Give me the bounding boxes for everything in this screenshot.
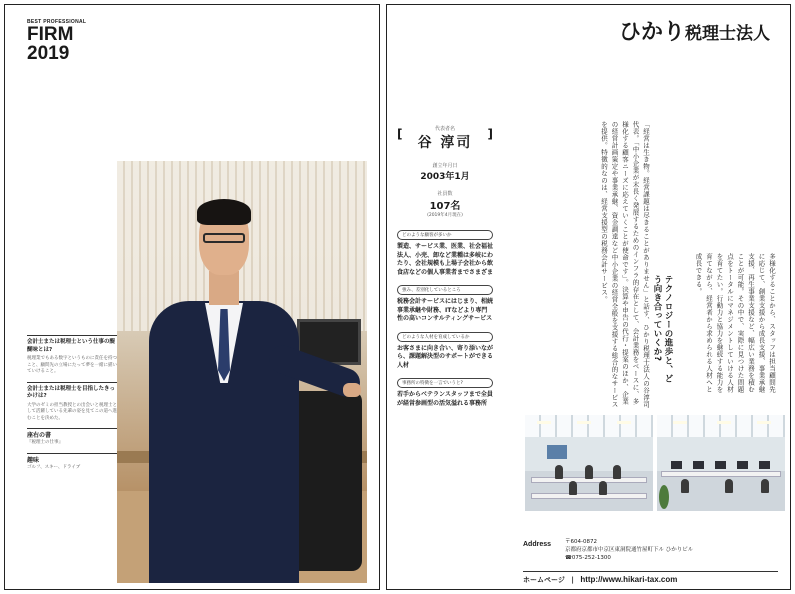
- qa-question: どのような人材を育成しているか: [397, 332, 493, 342]
- bracket-left-icon: [: [397, 127, 403, 141]
- staff-member: [681, 479, 689, 493]
- office-desk: [661, 471, 781, 477]
- favorite-book-label: 座右の書: [27, 428, 117, 439]
- office-workspace-photo: [657, 415, 785, 511]
- qa-question: どのような顧客が多いか: [397, 230, 493, 240]
- address-tel: ☎075-252-1300: [565, 555, 611, 561]
- qa-1: [397, 230, 493, 277]
- office-meeting-photo: [525, 415, 653, 511]
- rep-name: 谷 淳司: [417, 135, 473, 151]
- brand-year: 2019: [27, 43, 70, 64]
- qa-answer: 税務会計サービスにはじまり、相続事業承継や財務、ITなどより専門性の高いコンサルティングサービス: [397, 298, 494, 322]
- address-block: [565, 538, 693, 562]
- glasses-icon: [203, 233, 245, 243]
- monitor-icon: [759, 461, 770, 469]
- qa-answer: 若手からベテランスタッフまで全員が経営参画型の活気溢れる事務所: [397, 391, 493, 407]
- bracket-right-icon: ]: [487, 127, 493, 141]
- separator-icon: |: [571, 576, 574, 584]
- ceiling-light: [577, 421, 591, 424]
- ceiling-light: [757, 421, 771, 424]
- qa-answer: お客さまに向き合い、寄り添いながら、課題解決型のサポートができる人材: [397, 344, 494, 369]
- monitor-icon: [671, 461, 682, 469]
- founded-block: [397, 158, 493, 186]
- brand-logo: [27, 19, 86, 63]
- brand-tagline: BEST PROFESSIONAL: [27, 19, 87, 25]
- homepage-label: ホームページ: [523, 576, 565, 584]
- firm-name-kana: ひかり: [618, 19, 685, 45]
- meeting-table: [531, 493, 647, 499]
- sidebar-answer: 税理業でもある数字というものに責任を持つこと、顧問先の立場にたって夢を一緒に描いていけること。: [27, 356, 117, 374]
- sidebar-qa-2: [27, 382, 117, 423]
- sidebar-qa-1: [27, 335, 117, 376]
- attendee: [585, 465, 593, 479]
- hobby-value: ゴルフ、スキー、ドライブ: [27, 464, 81, 470]
- address-postal: 〒604-0872: [565, 539, 597, 545]
- monitor-icon: [737, 461, 748, 469]
- brand-name: FIRM: [27, 24, 74, 45]
- rep-label: 代表者名: [434, 126, 455, 132]
- left-page: [4, 4, 380, 590]
- address-line: 京都府京都市中京区東洞院通竹屋町下ル ひかりビル: [565, 547, 694, 553]
- attendee: [555, 465, 563, 479]
- profile-sidebar: [27, 335, 117, 477]
- staff-note: (2019年4月現在): [427, 213, 463, 218]
- qa-answer: 製造、サービス業、医業、社会福祉法人、小売、卸など業種は多岐にわたり、会社規模も上場子会社から飲食店などの個人事業者までさまざま: [397, 243, 494, 276]
- attendee: [569, 481, 577, 495]
- homepage: [523, 575, 677, 585]
- qa-question: 強み、差別化しているところ: [397, 285, 493, 295]
- homepage-link[interactable]: http://www.hikari-tax.com: [580, 575, 678, 584]
- hand: [343, 383, 361, 397]
- qa-question: 事務所の特徴を一言でいうと?: [397, 378, 493, 388]
- firm-name-suffix: 税理士法人: [685, 24, 770, 44]
- ceiling-light: [717, 421, 731, 424]
- staff-label: 社員数: [437, 191, 453, 197]
- qa-4: [397, 378, 493, 408]
- founded-value: 2003年1月: [420, 172, 470, 182]
- sidebar-question: 会計士または税理士という仕事の醍醐味とは?: [27, 335, 117, 354]
- article-body-text: 「経営は生き物。経営課題は尽きることがありません」と話す、ひかり税理士法人の谷淳司代表。「中小企業が末長く発展するためのインフラ的存在として、会計業務をベースに、多様化する顧客ニーズに応えていくことが使命です」。決算や申告の代行・提案のほか、企業の経営計画策定や事業承継、資金調達など中小企業の経営全般を支援する総合的なサービスを提供。特徴的なのは、経営支援型の税務会計サービス。: [600, 121, 650, 408]
- qa-3: [397, 332, 493, 371]
- founded-label: 創立年月日: [432, 163, 458, 169]
- hair: [197, 199, 251, 225]
- rep-block: [397, 121, 493, 158]
- sidebar-answer: 大学のゼミの担当教授との出会いと税理士として活躍している先輩の姿を見てこの道へ進むことを決めた。: [27, 402, 117, 421]
- hobby-label: 趣味: [27, 453, 117, 464]
- presentation-screen: [547, 445, 567, 459]
- staff-member: [761, 479, 769, 493]
- monitor-icon: [693, 461, 704, 469]
- address-label: Address: [523, 541, 552, 548]
- divider: [523, 571, 778, 572]
- favorite-book-value: 『税理士の仕事』: [27, 440, 63, 445]
- sidebar-question: 会計士または税理士を目指したきっかけは?: [27, 382, 117, 401]
- hobby: [27, 453, 117, 472]
- favorite-book: [27, 428, 117, 447]
- staff-value: 107名: [429, 201, 461, 212]
- qa-2: [397, 285, 493, 324]
- article-body-text-2: 多様化することから、スタッフは担当顧問先に応じて、創業支援から成長支援、事業承継支援、再生事業支援など、幅広い業務を積むことが可能。その中で、実際に見つけた問題点をトータルにマネジメントしていける人材を育てたい。行動力と協力を継続する能力を育てながら、経営者から求められる人材へと成長できる。: [694, 253, 776, 393]
- ceiling: [657, 415, 785, 437]
- attendee: [599, 481, 607, 495]
- attendee: [613, 465, 621, 479]
- profile-info-column: [397, 121, 493, 408]
- monitor-icon: [715, 461, 726, 469]
- neck: [209, 271, 239, 305]
- firm-name: [619, 15, 770, 46]
- ceiling: [525, 415, 653, 437]
- right-page: [386, 4, 791, 590]
- ceiling-light: [617, 421, 631, 424]
- representative-portrait-photo: [117, 161, 367, 583]
- ceiling-light: [537, 421, 551, 424]
- staff-block: [397, 186, 493, 222]
- ceiling-light: [673, 421, 687, 424]
- staff-member: [725, 479, 733, 493]
- article-subheading: テクノロジーの進歩と、どう向き合っていくか?: [652, 275, 673, 383]
- plant-icon: [659, 485, 669, 509]
